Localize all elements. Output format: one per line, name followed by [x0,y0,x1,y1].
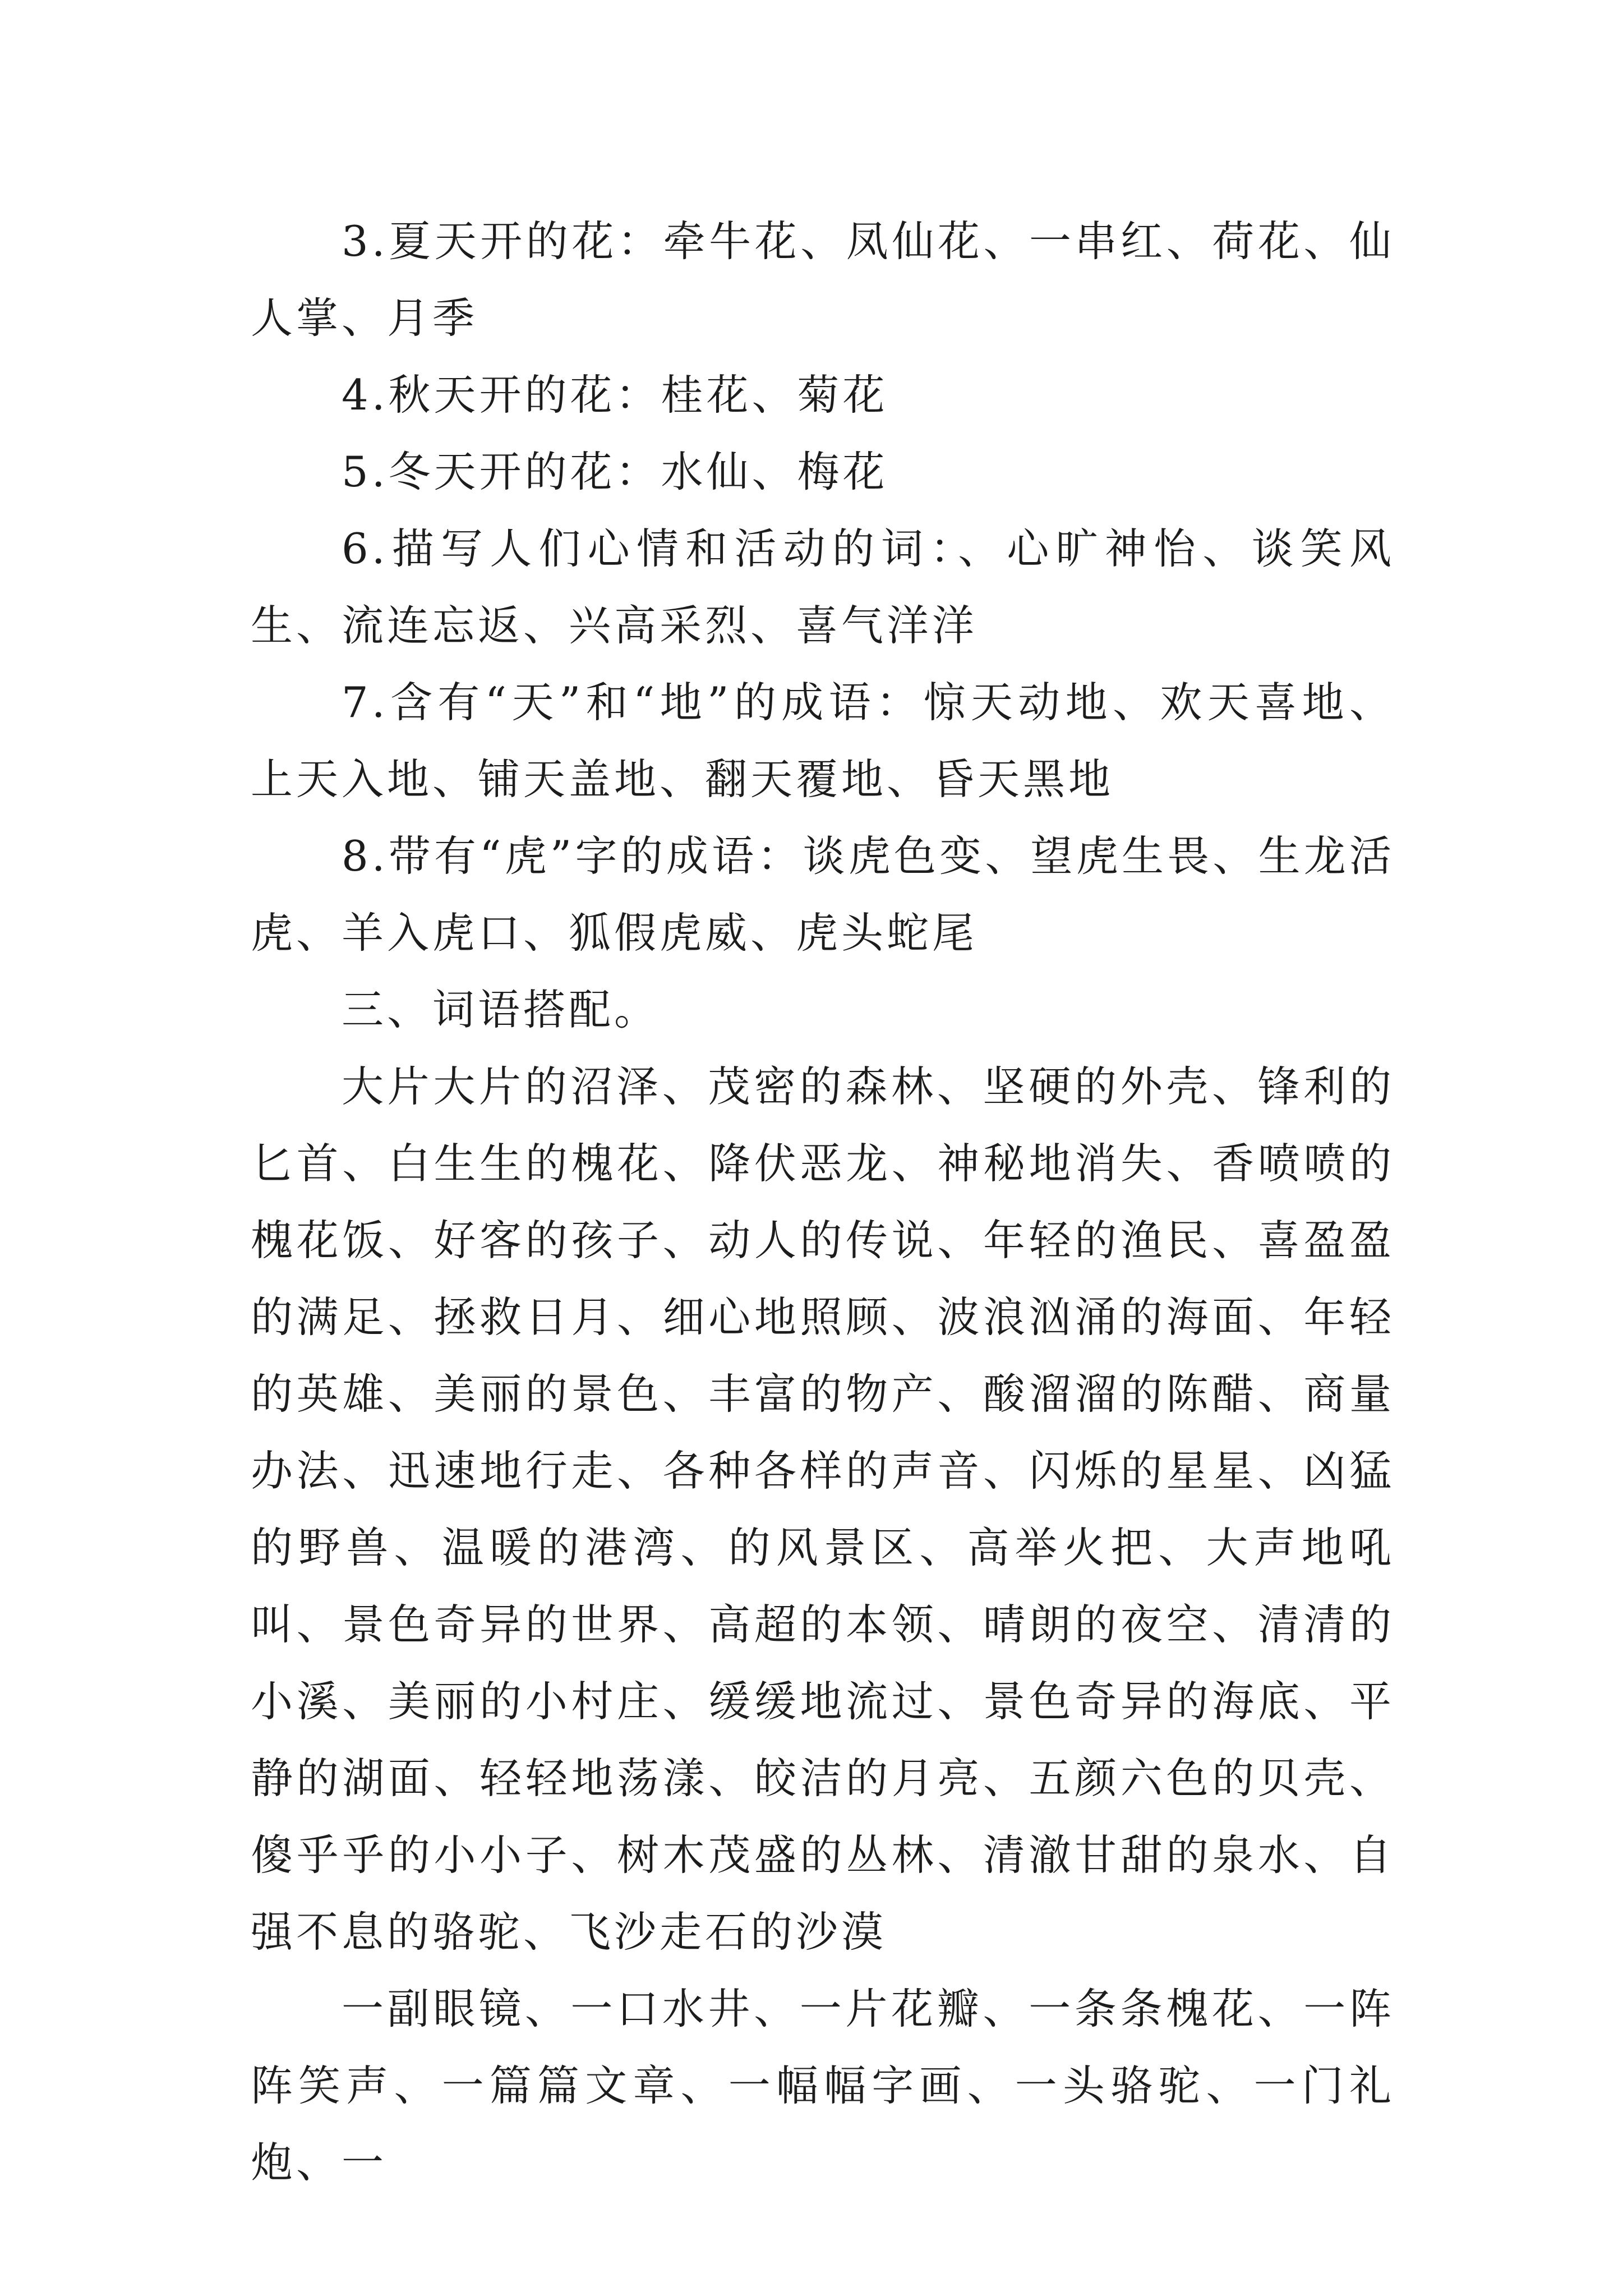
document-body [251,203,1395,2201]
paragraph-collocations: 大片大片的沼泽、茂密的森林、坚硬的外壳、锋利的匕首、白生生的槐花、降伏恶龙、神秘地消失、香喷喷的槐花饭、好客的孩子、动人的传说、年轻的渔民、喜盈盈的满足、拯救日月、细心地照顾、波浪汹涌的海面、年轻的英雄、美丽的景色、丰富的物产、酸溜溜的陈醋、商量办法、迅速地行走、各种各样的声音、闪烁的星星、凶猛的野兽、温暖的港湾、的风景区、高举火把、大声地吼叫、景色奇异的世界、高超的本领、晴朗的夜空、清清的小溪、美丽的小村庄、缓缓地流过、景色奇异的海底、平静的湖面、轻轻地荡漾、皎洁的月亮、五颜六色的贝壳、傻乎乎的小小子、树木茂盛的丛林、清澈甘甜的泉水、自强不息的骆驼、飞沙走石的沙漠 [251,1062,1395,1957]
paragraph-measure-words: 一副眼镜、一口水井、一片花瓣、一条条槐花、一阵阵笑声、一篇篇文章、一幅幅字画、一头骆驼、一门礼炮、一 [251,1984,1395,2187]
paragraph-summer-flowers: 3.夏天开的花：牵牛花、凤仙花、一串红、荷花、仙人掌、月季 [251,217,1395,343]
paragraph-winter-flowers: 5.冬天开的花：水仙、梅花 [342,447,888,496]
paragraph-mood-words: 6.描写人们心情和活动的词：、心旷神怡、谈笑风生、流连忘返、兴高采烈、喜气洋洋 [251,524,1395,650]
paragraph-tiger-idioms: 8.带有“虎”字的成语：谈虎色变、望虎生畏、生龙活虎、羊入虎口、狐假虎威、虎头蛇尾 [251,831,1395,958]
paragraph-autumn-flowers: 4.秋天开的花：桂花、菊花 [342,370,888,420]
section-heading-word-collocation: 三、词语搭配。 [342,985,660,1034]
paragraph-heaven-earth-idioms: 7.含有“天”和“地”的成语：惊天动地、欢天喜地、上天入地、铺天盖地、翻天覆地、昏天黑地 [251,678,1395,804]
